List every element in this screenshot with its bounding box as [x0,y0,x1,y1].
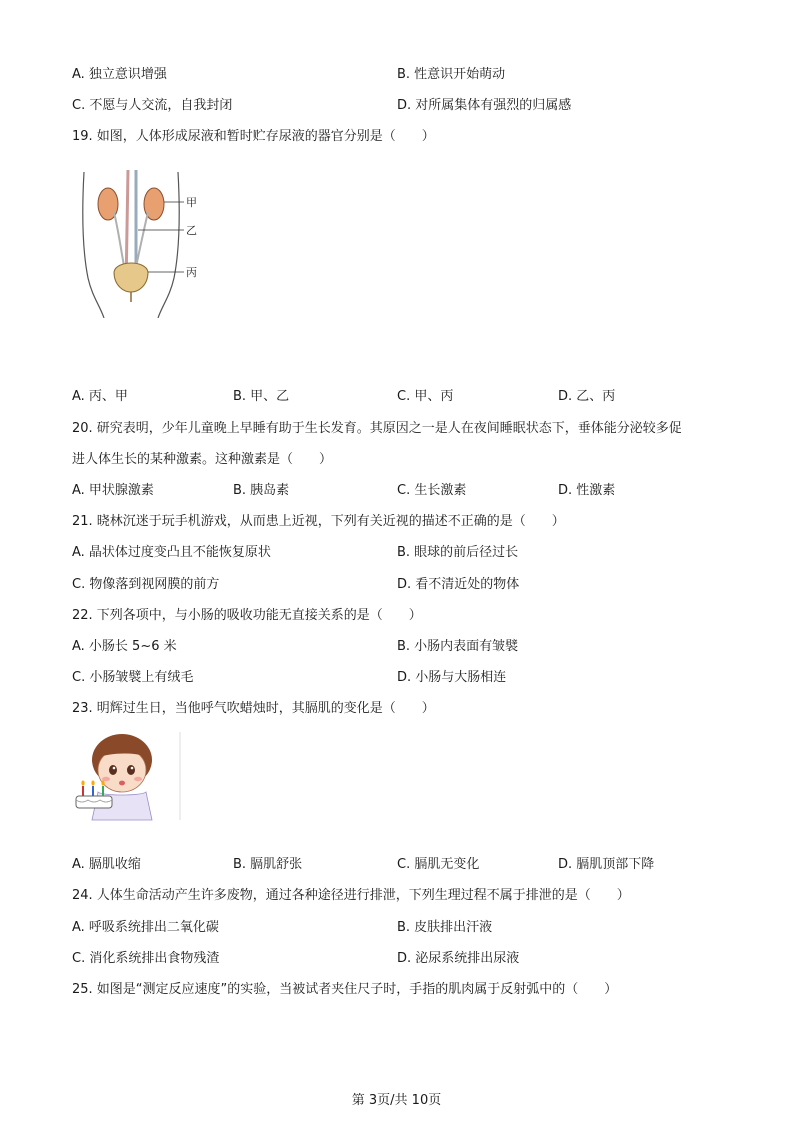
q24-option-c: C. 消化系统排出食物残渣 [72,951,220,966]
label-bing: 丙 [186,266,197,279]
q20-option-a: A. 甲状腺激素 [72,483,154,498]
q23-option-d: D. 膈肌顶部下降 [558,857,655,872]
q20-option-b: B. 胰岛素 [233,483,290,498]
q19-stem: 19. 如图，人体形成尿液和暂时贮存尿液的器官分别是（ ） [72,129,435,144]
q21-option-d: D. 看不清近处的物体 [397,577,520,592]
q18-option-d: D. 对所属集体有强烈的归属感 [397,98,572,113]
page-footer: 第 3页/共 10页 [351,1093,442,1108]
birthday-boy-figure [72,732,182,822]
q20-option-d: D. 性激素 [558,483,616,498]
q23-option-b: B. 膈肌舒张 [233,857,303,872]
q20-option-c: C. 生长激素 [397,483,467,498]
q19-option-d: D. 乙、丙 [558,389,616,404]
q20-stem-line1: 20. 研究表明，少年儿童晚上早睡有助于生长发育。其原因之一是人在夜间睡眠状态下，垂体能分泌较多促 [72,421,682,436]
q22-option-d: D. 小肠与大肠相连 [397,670,507,685]
q23-option-a: A. 膈肌收缩 [72,857,141,872]
q24-stem: 24. 人体生命活动产生许多废物，通过各种途径进行排泄，下列生理过程不属于排泄的是（ ） [72,888,630,903]
q22-option-a: A. 小肠长 5~6 米 [72,639,177,654]
label-yi: 乙 [186,224,197,237]
urinary-system-figure [76,168,216,318]
q21-option-c: C. 物像落到视网膜的前方 [72,577,220,592]
q20-stem-line2: 进人体生长的某种激素。这种激素是（ ） [72,452,333,467]
q22-stem: 22. 下列各项中，与小肠的吸收功能无直接关系的是（ ） [72,608,422,623]
q22-option-c: C. 小肠皱襞上有绒毛 [72,670,194,685]
q18-option-c: C. 不愿与人交流，自我封闭 [72,98,233,113]
q19-option-c: C. 甲、丙 [397,389,454,404]
q25-stem: 25. 如图是“测定反应速度”的实验，当被试者夹住尺子时，手指的肌肉属于反射弧中的（ ） [72,982,618,997]
q24-option-b: B. 皮肤排出汗液 [397,920,493,935]
q18-option-a: A. 独立意识增强 [72,67,167,82]
q21-option-b: B. 眼球的前后径过长 [397,545,519,560]
q21-stem: 21. 晓林沉迷于玩手机游戏，从而患上近视，下列有关近视的描述不正确的是（ ） [72,514,565,529]
q23-option-c: C. 膈肌无变化 [397,857,480,872]
q23-stem: 23. 明辉过生日，当他呼气吹蜡烛时，其膈肌的变化是（ ） [72,701,435,716]
q22-option-b: B. 小肠内表面有皱襞 [397,639,519,654]
q18-option-b: B. 性意识开始萌动 [397,67,506,82]
q24-option-d: D. 泌尿系统排出尿液 [397,951,520,966]
label-jia: 甲 [186,196,197,209]
q24-option-a: A. 呼吸系统排出二氧化碳 [72,920,219,935]
q21-option-a: A. 晶状体过度变凸且不能恢复原状 [72,545,271,560]
q19-option-b: B. 甲、乙 [233,389,290,404]
q19-option-a: A. 丙、甲 [72,389,128,404]
